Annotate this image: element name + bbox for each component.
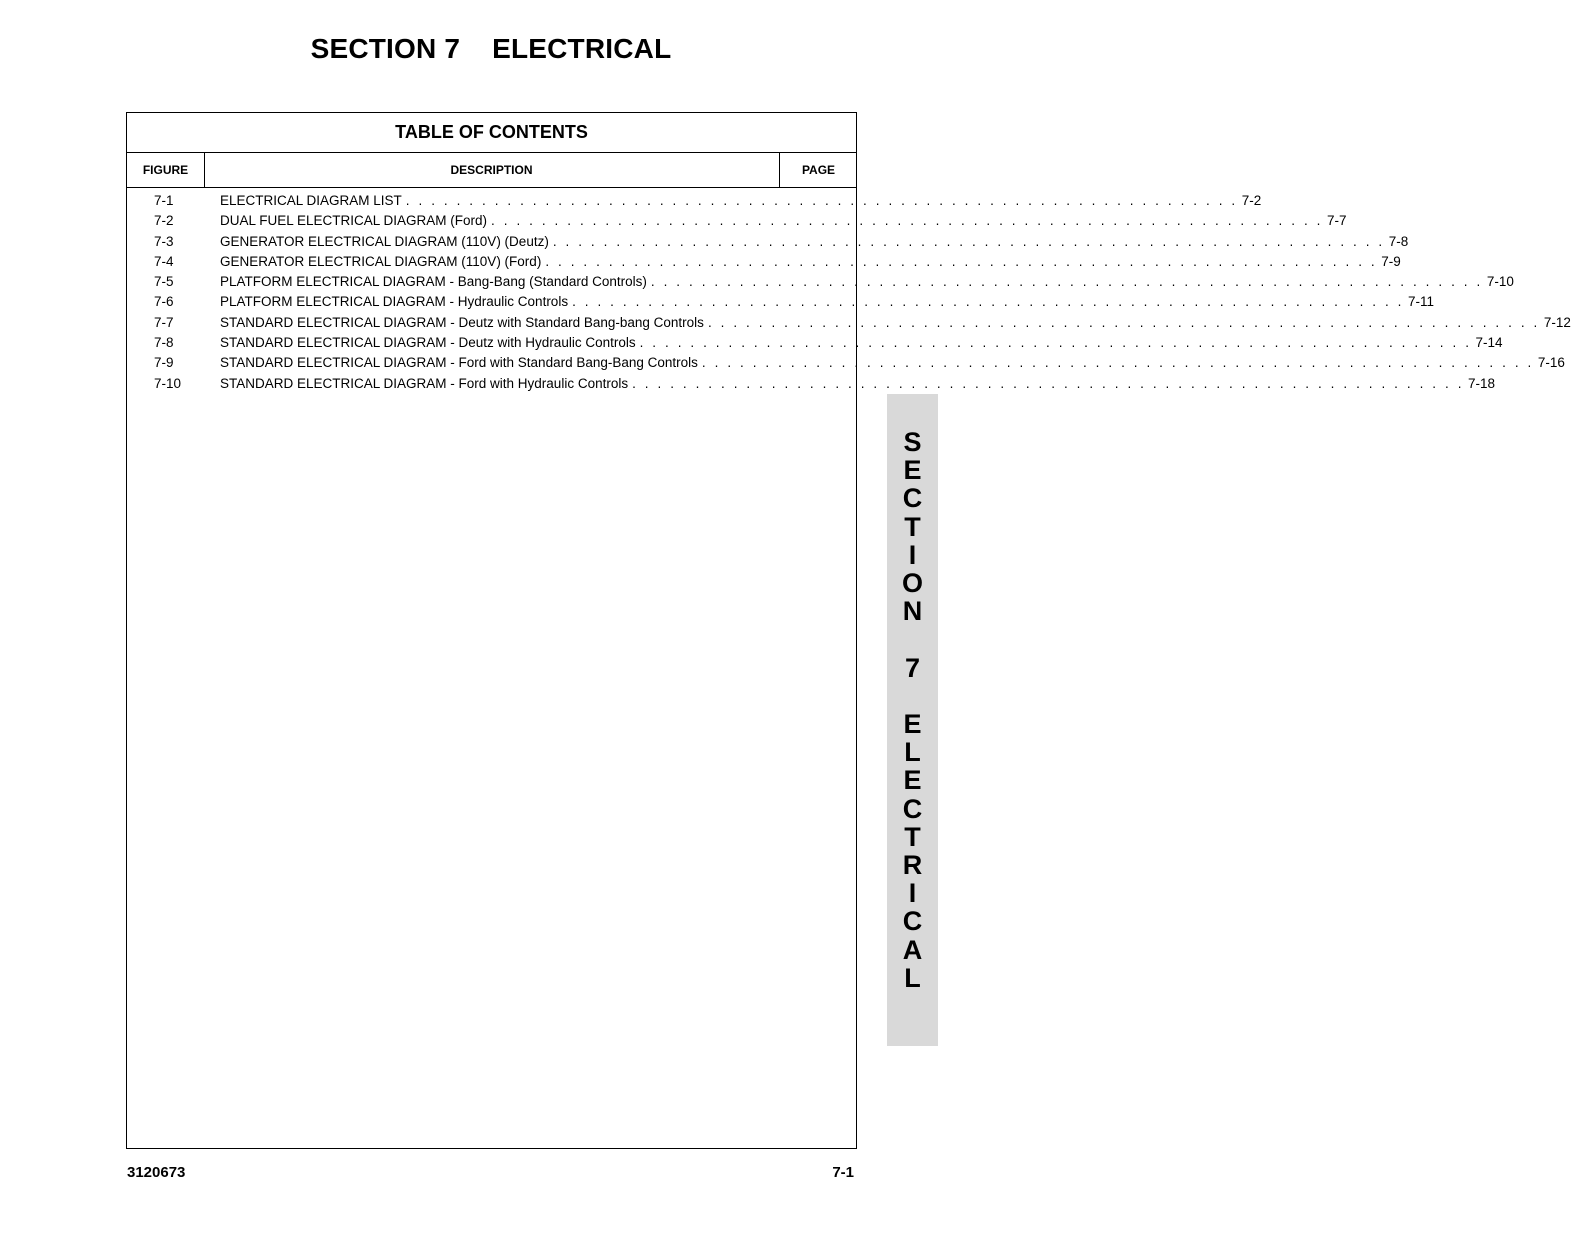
page-title: SECTION 7 ELECTRICAL <box>310 33 672 64</box>
figure-column-header: FIGURE <box>127 153 205 187</box>
entry-description: ELECTRICAL DIAGRAM LIST <box>220 193 402 208</box>
entry-line <box>220 232 1409 252</box>
section-side-tab <box>887 394 938 1046</box>
entry-page-number: 7-11 <box>1408 294 1435 310</box>
figure-number: 7-8 <box>154 335 174 351</box>
entry-description: STANDARD ELECTRICAL DIAGRAM - Deutz with Hydraulic Controls <box>220 335 636 351</box>
entry-description: GENERATOR ELECTRICAL DIAGRAM (110V) (Ford) <box>220 253 542 269</box>
toc-heading: TABLE OF CONTENTS <box>127 113 856 153</box>
toc-entry[interactable] <box>127 272 1514 292</box>
toc-entry-list <box>127 191 1571 394</box>
entry-page-number: 7-16 <box>1537 355 1565 371</box>
entry-line <box>220 272 1514 292</box>
entry-description: PLATFORM ELECTRICAL DIAGRAM - Bang-Bang (Standard Controls) <box>220 274 647 290</box>
entry-page-number: 7-14 <box>1475 335 1503 351</box>
document-number: 3120673 <box>127 1164 186 1181</box>
leader-dots: . . . . . . . . . . . . . . . . . . . . . . . . . . . . . . . . . . . . . . . . . . . . . . . . . . . . . . . . . . . . . . . . . . <box>405 193 1238 208</box>
entry-line <box>220 211 1347 231</box>
toc-entry[interactable] <box>127 374 1496 394</box>
toc-entry[interactable] <box>127 333 1503 353</box>
entry-description: PLATFORM ELECTRICAL DIAGRAM - Hydraulic Controls <box>220 294 569 310</box>
page-column-header: PAGE <box>801 163 836 177</box>
figure-number: 7-9 <box>154 355 174 371</box>
entry-page-number: 7-10 <box>1486 274 1514 290</box>
entry-line <box>220 252 1401 272</box>
entry-page-number: 7-2 <box>1241 193 1262 208</box>
entry-page-number: 7-7 <box>1327 213 1347 229</box>
entry-description: GENERATOR ELECTRICAL DIAGRAM (110V) (Deutz) <box>220 233 549 249</box>
description-column-header: DESCRIPTION <box>204 153 780 187</box>
toc-column-header-row <box>127 153 856 188</box>
toc-entry[interactable] <box>127 232 1409 252</box>
toc-entry[interactable] <box>127 292 1435 312</box>
figure-number: 7-7 <box>154 314 174 330</box>
entry-line <box>220 374 1496 394</box>
leader-dots: . . . . . . . . . . . . . . . . . . . . . . . . . . . . . . . . . . . . . . . . . . . . . . . . . . . . . . . . . . . . . . . . . . <box>701 355 1534 371</box>
entry-description: STANDARD ELECTRICAL DIAGRAM - Ford with Standard Bang-Bang Controls <box>220 355 698 371</box>
leader-dots: . . . . . . . . . . . . . . . . . . . . . . . . . . . . . . . . . . . . . . . . . . . . . . . . . . . . . . . . . . . . . . . . . . <box>552 233 1385 249</box>
leader-dots: . . . . . . . . . . . . . . . . . . . . . . . . . . . . . . . . . . . . . . . . . . . . . . . . . . . . . . . . . . . . . . . . . . <box>639 335 1472 351</box>
leader-dots: . . . . . . . . . . . . . . . . . . . . . . . . . . . . . . . . . . . . . . . . . . . . . . . . . . . . . . . . . . . . . . . . . . <box>491 213 1323 229</box>
toc-entry[interactable] <box>127 252 1401 272</box>
leader-dots: . . . . . . . . . . . . . . . . . . . . . . . . . . . . . . . . . . . . . . . . . . . . . . . . . . . . . . . . . . . . . . . . . . <box>572 294 1405 310</box>
entry-page-number: 7-18 <box>1468 375 1496 391</box>
leader-dots: . . . . . . . . . . . . . . . . . . . . . . . . . . . . . . . . . . . . . . . . . . . . . . . . . . . . . . . . . . . . . . . . . . <box>707 314 1540 330</box>
figure-number: 7-10 <box>154 375 182 391</box>
entry-description: DUAL FUEL ELECTRICAL DIAGRAM (Ford) <box>220 213 488 229</box>
entry-description: STANDARD ELECTRICAL DIAGRAM - Ford with Hydraulic Controls <box>220 375 629 391</box>
entry-line <box>220 333 1503 353</box>
entry-page-number: 7-12 <box>1543 314 1571 330</box>
page-number: 7-1 <box>832 1164 854 1181</box>
entry-line <box>220 292 1435 312</box>
leader-dots: . . . . . . . . . . . . . . . . . . . . . . . . . . . . . . . . . . . . . . . . . . . . . . . . . . . . . . . . . . . . . . . . . . <box>545 253 1378 269</box>
toc-entry[interactable] <box>127 353 1565 373</box>
section-tab-label: S E C T I O N 7 E L E C T R I C A L <box>901 427 923 993</box>
toc-entry[interactable] <box>127 211 1347 231</box>
entry-description: STANDARD ELECTRICAL DIAGRAM - Deutz with Standard Bang-bang Controls <box>220 314 704 330</box>
figure-number: 7-4 <box>154 253 174 269</box>
figure-number: 7-3 <box>154 233 174 249</box>
figure-number: 7-1 <box>154 193 174 208</box>
leader-dots: . . . . . . . . . . . . . . . . . . . . . . . . . . . . . . . . . . . . . . . . . . . . . . . . . . . . . . . . . . . . . . . . . . <box>650 274 1483 290</box>
figure-number: 7-2 <box>154 213 174 229</box>
entry-line <box>220 353 1565 373</box>
toc-entry[interactable] <box>127 313 1571 333</box>
entry-page-number: 7-8 <box>1388 233 1409 249</box>
entry-line <box>220 191 1262 211</box>
entry-line <box>220 313 1571 333</box>
leader-dots: . . . . . . . . . . . . . . . . . . . . . . . . . . . . . . . . . . . . . . . . . . . . . . . . . . . . . . . . . . . . . . . . . . <box>632 375 1465 391</box>
figure-number: 7-5 <box>154 274 174 290</box>
figure-number: 7-6 <box>154 294 174 310</box>
entry-page-number: 7-9 <box>1381 253 1401 269</box>
toc-entry[interactable] <box>127 191 1262 211</box>
